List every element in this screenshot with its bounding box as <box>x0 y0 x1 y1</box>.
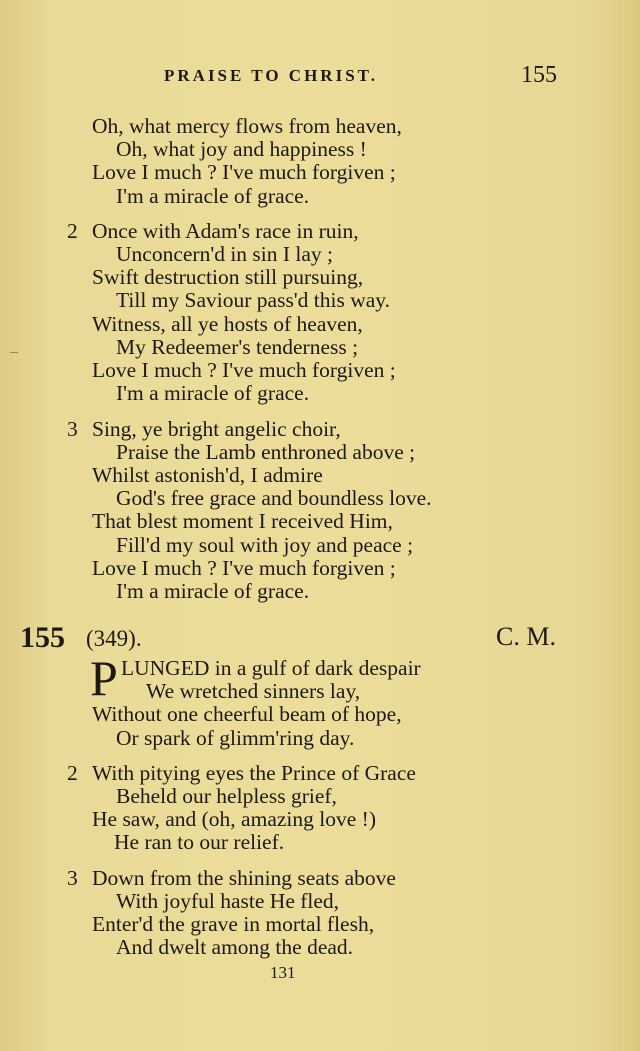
margin-mark <box>10 352 18 353</box>
verse-line: Unconcern'd in sin I lay ; <box>116 242 334 266</box>
verse-line: Whilst astonish'd, I admire <box>92 463 323 487</box>
verse-line: Sing, ye bright angelic choir, <box>92 417 341 441</box>
verse-line: Till my Saviour pass'd this way. <box>116 288 391 312</box>
verse-line: Praise the Lamb enthroned above ; <box>116 440 416 464</box>
running-head-title: PRAISE TO CHRIST. <box>164 66 378 85</box>
stanza-number: 2 <box>67 761 78 785</box>
verse-line: Witness, all ye hosts of heaven, <box>92 312 363 336</box>
verse-line: That blest moment I received Him, <box>92 509 393 533</box>
verse-line: Without one cheerful beam of hope, <box>92 702 402 726</box>
verse-line: He ran to our relief. <box>114 830 285 854</box>
hymn-number: 155 <box>20 621 65 654</box>
verse-line: With pitying eyes the Prince of Grace <box>92 761 416 785</box>
verse-line-first <box>121 656 421 680</box>
verse-line: Or spark of glimm'ring day. <box>116 726 355 750</box>
verse-line: Love I much ? I've much forgiven ; <box>92 358 396 382</box>
verse-line: Enter'd the grave in mortal flesh, <box>92 912 375 936</box>
verse-line: I'm a miracle of grace. <box>116 381 310 405</box>
verse-line: Oh, what joy and happiness ! <box>116 137 367 161</box>
verse-line: He saw, and (oh, amazing love !) <box>92 807 376 831</box>
verse-line: I'm a miracle of grace. <box>116 579 310 603</box>
verse-line: And dwelt among the dead. <box>116 935 354 959</box>
stanza-number: 3 <box>67 866 78 890</box>
verse-line: We wretched sinners lay, <box>146 679 361 703</box>
first-line-rest: in a gulf of dark despair <box>209 656 421 680</box>
hymn-reference: (349). <box>86 626 142 651</box>
drop-cap: P <box>90 650 118 706</box>
verse-line: Love I much ? I've much forgiven ; <box>92 556 396 580</box>
verse-line: I'm a miracle of grace. <box>116 184 310 208</box>
verse-line: Fill'd my soul with joy and peace ; <box>116 533 414 557</box>
verse-line: My Redeemer's tenderness ; <box>116 335 359 359</box>
stanza-number: 3 <box>67 417 78 441</box>
hymn-meter: C. M. <box>496 622 556 651</box>
page-number: 155 <box>521 62 557 88</box>
signature-mark: 131 <box>270 963 296 982</box>
verse-line: Oh, what mercy flows from heaven, <box>92 114 402 138</box>
first-word-rest: LUNGED <box>121 656 210 680</box>
verse-line: Love I much ? I've much forgiven ; <box>92 160 396 184</box>
stanza-number: 2 <box>67 219 78 243</box>
verse-line: With joyful haste He fled, <box>116 889 340 913</box>
verse-line: Down from the shining seats above <box>92 866 396 890</box>
verse-line: Once with Adam's race in ruin, <box>92 219 359 243</box>
verse-line: Beheld our helpless grief, <box>116 784 337 808</box>
verse-line: Swift destruction still pursuing, <box>92 265 364 289</box>
verse-line: God's free grace and boundless love. <box>116 486 432 510</box>
